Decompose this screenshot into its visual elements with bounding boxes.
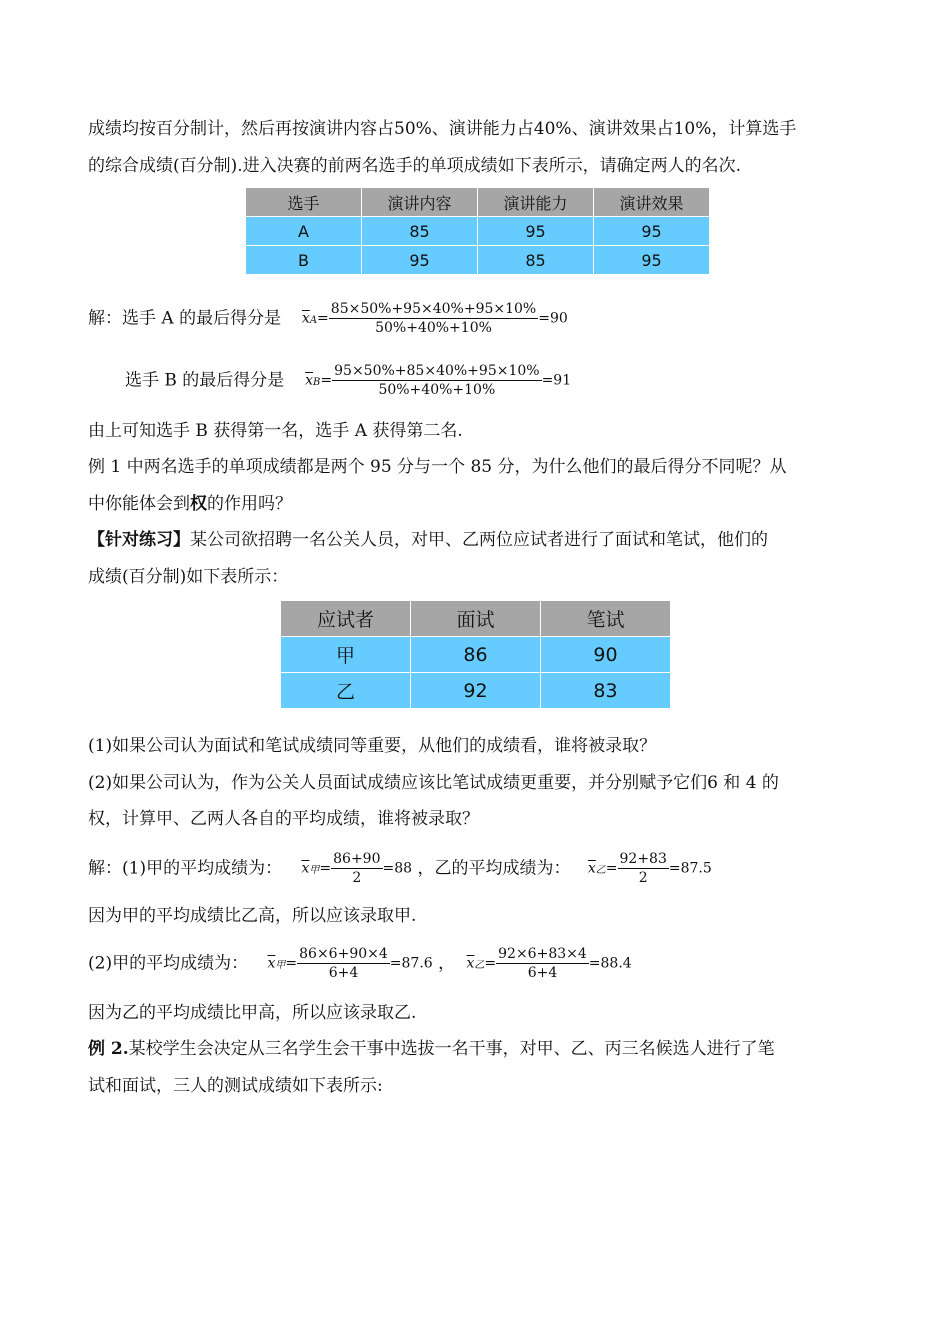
solution-1: 解：(1)甲的平均成绩为： $\overline{x}$甲= $\frac{86+90}{2}$ =88 ，乙的平均成绩为： $\overline{x}$乙= $\frac{92+83}{2}$ =87.5 xyxy=(88,851,712,886)
numerator: 95×50%+85×40%+95×10% xyxy=(334,363,540,379)
subscript: 甲 xyxy=(275,960,286,971)
label: (2)甲的平均成绩为： xyxy=(88,953,249,974)
text: 的作用吗？ xyxy=(207,494,292,514)
paragraph xyxy=(88,493,292,515)
fraction xyxy=(297,945,390,982)
numerator: 86×6+90×4 xyxy=(299,946,388,962)
label: ， xyxy=(438,953,456,974)
text: 某校学生会决定从三名学生会干事中选拔一名干事，对甲、乙、丙三名候选人进行了笔 xyxy=(128,1039,775,1059)
table-cell: 86 xyxy=(411,637,541,673)
text: 某公司欲招聘一名公关人员，对甲、乙两位应试者进行了面试和笔试，他们的 xyxy=(190,530,768,550)
paragraph: 例 1 中两名选手的单项成绩都是两个 95 分与一个 85 分，为什么他们的最后得分不同呢？从 xyxy=(88,457,787,477)
contestant-score-table xyxy=(245,187,710,275)
emphasis: 权 xyxy=(190,494,207,514)
subscript: 乙 xyxy=(474,960,485,971)
subscript: 甲 xyxy=(309,865,320,876)
table-cell: 92 xyxy=(411,673,541,709)
paragraph xyxy=(88,1038,775,1060)
table-header: 面试 xyxy=(411,601,541,637)
text: 中你能体会到 xyxy=(88,494,190,514)
label: ，乙的平均成绩为： xyxy=(417,858,571,879)
fraction xyxy=(496,945,589,982)
solution-2: (2)甲的平均成绩为： $\overline{x}$甲= $\frac{86\times 6+90\times 4}{6+4}$ =87.6 ， $\overline{x}$乙= $\frac{92\times 6+83\times 4}{6+4}$ =88.4 xyxy=(88,946,632,981)
question: 权，计算甲、乙两人各自的平均成绩，谁将被录取？ xyxy=(88,809,479,829)
table-header: 应试者 xyxy=(281,601,411,637)
table-cell: 85 xyxy=(362,217,478,246)
fraction xyxy=(332,362,541,399)
solution-a: 解：选手 A 的最后得分是 $\overline{x}A=$ $\frac{85\times 50\%+95\times 40\%+95\times 10\%}{50\%+40\%+10\%}$ =90 xyxy=(88,301,568,336)
label: 解：(1)甲的平均成绩为： xyxy=(88,858,283,879)
table-row xyxy=(246,246,710,275)
result: =88.4 xyxy=(588,955,632,972)
numerator: 92+83 xyxy=(619,851,667,867)
denominator: 2 xyxy=(352,870,362,886)
denominator: 50%+40%+10% xyxy=(378,382,496,398)
subscript: A xyxy=(309,315,318,326)
numerator: 85×50%+95×40%+95×10% xyxy=(330,301,537,317)
paragraph xyxy=(88,529,768,551)
table-header: 选手 xyxy=(246,188,362,217)
table-cell: 乙 xyxy=(281,673,411,709)
solution-b: 选手 B 的最后得分是 $\overline{x}B=$ $\frac{95\times 50\%+85\times 40\%+95\times 10\%}{50\%+40\%+10\%}$ =91 xyxy=(125,363,572,398)
table-cell: 95 xyxy=(594,217,710,246)
table-cell: 95 xyxy=(478,217,594,246)
table-cell: 甲 xyxy=(281,637,411,673)
result: =87.5 xyxy=(668,860,712,877)
label: 选手 B 的最后得分是 xyxy=(125,370,285,391)
table-cell: 95 xyxy=(362,246,478,275)
paragraph: 试和面试，三人的测试成绩如下表所示: xyxy=(88,1076,383,1096)
example-heading: 例 2. xyxy=(88,1039,129,1059)
paragraph: 成绩均按百分制计，然后再按演讲内容占50%、演讲能力占40%、演讲效果占10%，计算选手 xyxy=(88,119,797,139)
label: 解：选手 A 的最后得分是 xyxy=(88,308,282,329)
table-row xyxy=(281,637,671,673)
numerator: 86+90 xyxy=(333,851,381,867)
table-header: 演讲效果 xyxy=(594,188,710,217)
paragraph: 成绩(百分制)如下表所示： xyxy=(88,567,289,587)
fraction xyxy=(329,300,538,337)
table-header: 笔试 xyxy=(541,601,671,637)
table-row xyxy=(281,673,671,709)
denominator: 6+4 xyxy=(527,965,558,981)
result: =90 xyxy=(538,310,568,327)
question: (1)如果公司认为面试和笔试成绩同等重要，从他们的成绩看，谁将被录取？ xyxy=(88,736,657,756)
candidate-score-table xyxy=(280,600,671,709)
table-cell: 83 xyxy=(541,673,671,709)
denominator: 50%+40%+10% xyxy=(375,320,492,336)
fraction xyxy=(331,850,382,887)
section-heading: 【针对练习】 xyxy=(88,530,190,550)
result: =87.6 xyxy=(389,955,433,972)
denominator: 6+4 xyxy=(328,965,359,981)
denominator: 2 xyxy=(638,870,648,886)
table-cell: B xyxy=(246,246,362,275)
table-cell: A xyxy=(246,217,362,246)
subscript: B xyxy=(313,377,321,388)
paragraph: 的综合成绩(百分制).进入决赛的前两名选手的单项成绩如下表所示，请确定两人的名次. xyxy=(88,156,742,176)
numerator: 92×6+83×4 xyxy=(498,946,587,962)
table-header: 演讲能力 xyxy=(478,188,594,217)
mean-symbol: $\overline{x}$ xyxy=(305,372,314,389)
subscript: 乙 xyxy=(595,865,606,876)
table-cell: 85 xyxy=(478,246,594,275)
fraction xyxy=(618,850,669,887)
result: =88 xyxy=(382,860,413,877)
table-row xyxy=(246,217,710,246)
result: =91 xyxy=(541,372,572,389)
conclusion: 因为甲的平均成绩比乙高，所以应该录取甲. xyxy=(88,906,417,926)
table-cell: 90 xyxy=(541,637,671,673)
paragraph: 由上可知选手 B 获得第一名，选手 A 获得第二名. xyxy=(88,421,463,441)
question: (2)如果公司认为，作为公关人员面试成绩应该比笔试成绩更重要，并分别赋予它们6 和 4 的 xyxy=(88,773,779,793)
mean-symbol: $\overline{x}$ xyxy=(301,310,310,327)
mean-symbol: $\overline{x}$ xyxy=(267,955,276,972)
mean-symbol: $\overline{x}$ xyxy=(587,860,596,877)
conclusion: 因为乙的平均成绩比甲高，所以应该录取乙. xyxy=(88,1003,417,1023)
table-header: 演讲内容 xyxy=(362,188,478,217)
mean-symbol: $\overline{x}$ xyxy=(466,955,475,972)
table-cell: 95 xyxy=(594,246,710,275)
mean-symbol: $\overline{x}$ xyxy=(301,860,310,877)
